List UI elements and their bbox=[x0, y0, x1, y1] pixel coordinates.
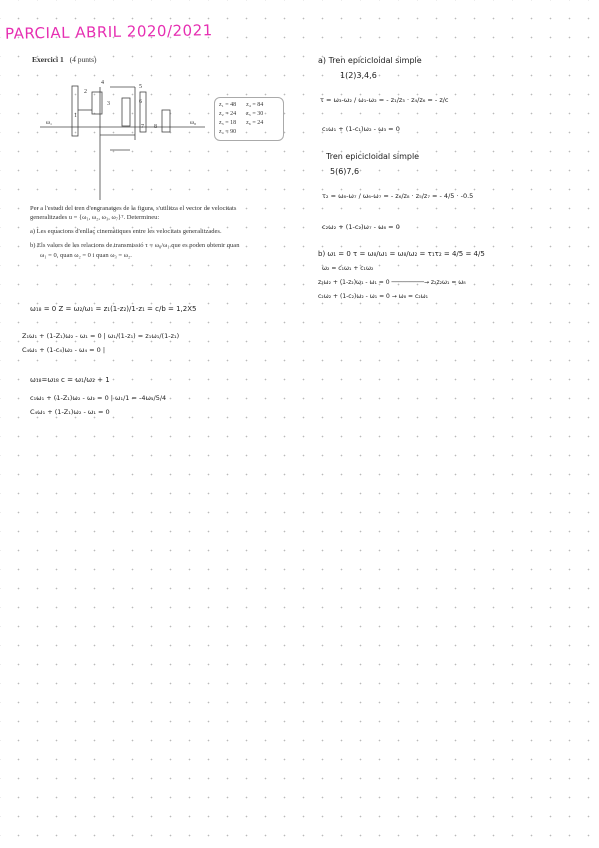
note-line: τ = ω₃-ω₂ / ω₁-ω₂ = - z₁/z₃ · z₄/z₆ = - z/c bbox=[320, 96, 449, 104]
page-title: PARCIAL ABRIL 2020/2021 bbox=[4, 21, 213, 43]
note-line: a) Tren epicicloidal simple bbox=[318, 56, 422, 65]
note-line: b) ω₁ = 0 τ = ω₈/ω₁ = ω₈/ω₂ = τ₁τ₂ = 4/5 = 4/5 bbox=[318, 250, 485, 258]
note-line: ω₁₈=ω₁₈ c = ω₁/ω₂ + 1 bbox=[30, 376, 110, 384]
note-line: 1(2)3,4,6 bbox=[340, 71, 377, 80]
statement-line-2: generalitzades u = {ω₁, ω₂, ω₃, ω₇}ᵀ. Determineu: bbox=[30, 214, 160, 221]
note-line: c₁ω₁ + (1-c₁)ω₂ - ω₃ = 0 bbox=[322, 125, 400, 133]
input-speed-label: ω₁ bbox=[46, 120, 53, 126]
note-line: ω₂ = c₁ω₁ + c₁ω₂ bbox=[322, 265, 374, 272]
item-a: a) Les equacions d'enllaç cinemàtiques entre les velocitats generalitzades. bbox=[30, 228, 222, 235]
gear-label-7: 7 bbox=[141, 124, 144, 130]
note-line: C₄ω₁ + (1-c₄)ω₂ - ω₄ = 0 | bbox=[22, 346, 106, 354]
statement-line-1: Per a l'estudi del tren d'engranatges de la figura, s'utilitza el vector de velocitats bbox=[30, 205, 237, 212]
teeth-row-1: z₁ = 48 z₄ = 84 bbox=[219, 102, 264, 108]
note-line: ω₁₈ = 0 Z = ω₂/ω₁ = z₁(1-z₂)/1-z₁ = c/b = 1,2X5 bbox=[30, 305, 197, 313]
gear-label-4: 4 bbox=[101, 80, 104, 86]
teeth-row-3: z₃ = 18 z₆ = 24 bbox=[219, 120, 264, 126]
note-line: Z₁ω₁ + (1-Z₁)ω₂ - ω₁ = 0 | ω₁/(1-z₁) = z₁ω₁/(1-z₁) bbox=[22, 332, 180, 340]
gear-label-2: 2 bbox=[84, 89, 87, 95]
note-line: z₂ω₂ + (1-z₂)ω₁ - ω₁ = 0 ─────────→ z₂z₂ω₁ = ω₈ bbox=[318, 279, 466, 286]
item-b-line-1: b) Els valors de les relacions de transmissió τ = ω₈/ω₁ que es poden obtenir quan bbox=[30, 242, 240, 249]
teeth-row bbox=[219, 101, 263, 137]
note-line: c₁ω₁ + (1-Z₁)ω₂ - ω₁ = 0 | ω₁/1 = -4ω₁/5/4 bbox=[30, 394, 167, 402]
note-line: Tren epicicloidal simple bbox=[326, 152, 420, 161]
gear-label-8: 8 bbox=[154, 124, 157, 130]
output-speed-label: ω₈ bbox=[190, 120, 197, 126]
gear-label-1: 1 bbox=[74, 113, 77, 119]
gear-label-3: 3 bbox=[107, 101, 110, 107]
exercise-number: Exercici 1 bbox=[32, 55, 64, 64]
note-line: 5(6)7,6 bbox=[330, 167, 360, 176]
teeth-row-2: z₂ = 24 z₅ = 30 bbox=[219, 111, 264, 117]
exercise-points: (4 punts) bbox=[69, 55, 97, 64]
teeth-row-4: z₄ = 90 bbox=[219, 129, 237, 135]
note-line: c₂ω₂ + (1-c₂)ω₇ - ω₈ = 0 bbox=[322, 223, 400, 231]
item-b-line-2: ω₁ = 0, quan ω₂ = 0 i quan ω₃ = ω₂. bbox=[40, 252, 132, 259]
note-line: τ₂ = ω₈-ω₇ / ω₆-ω₇ = - z₆/z₈ · z₅/z₇ = - 4/5 · -0.5 bbox=[322, 192, 474, 200]
gear-label-6: 6 bbox=[139, 99, 142, 105]
note-line: C₄ω₁ + (1-Z₁)ω₂ - ω₁ = 0 bbox=[30, 408, 110, 416]
gear-label-5: 5 bbox=[139, 84, 142, 90]
note-line: c₂ω₂ + (1-c₂)ω₂ - ω₁ = 0 → ω₈ = c₂ω₁ bbox=[318, 293, 429, 300]
